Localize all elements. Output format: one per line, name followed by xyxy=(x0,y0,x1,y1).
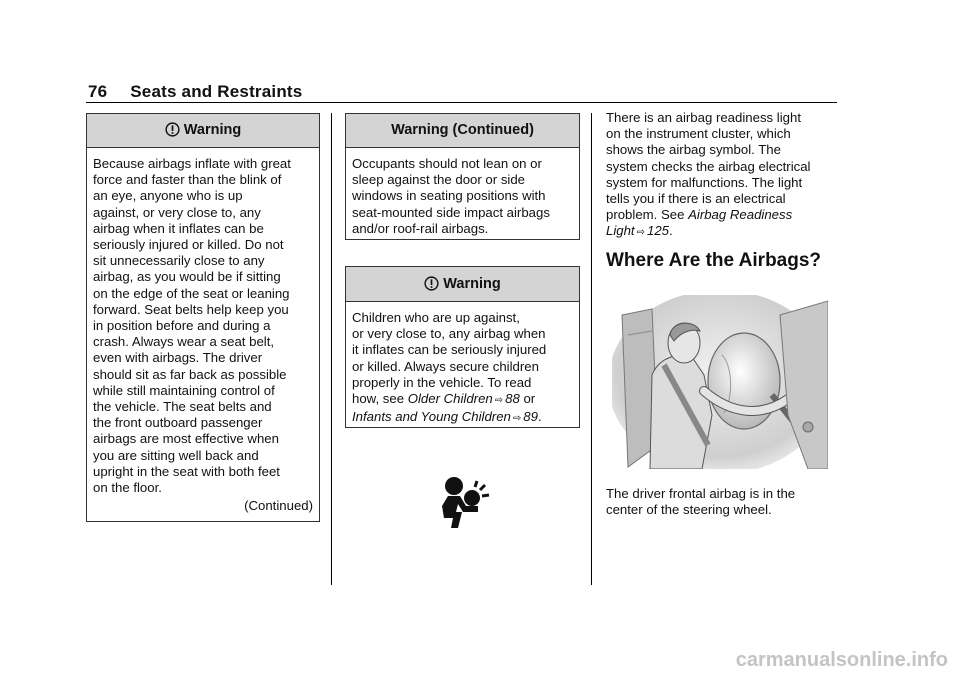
column-divider-2 xyxy=(591,113,592,585)
section-heading: Where Are the Airbags? xyxy=(606,250,822,271)
warning-box-2-header xyxy=(346,267,579,302)
page-header xyxy=(88,82,302,102)
page-ref-arrow: ⇨ xyxy=(494,395,504,407)
xref-infants-young-children[interactable]: Infants and Young Children xyxy=(352,409,511,425)
warning-title: Warning xyxy=(183,122,242,138)
warning-continued-header: Warning (Continued) xyxy=(346,114,579,148)
xref-older-children[interactable]: Older Children xyxy=(407,391,493,407)
driver-airbag-paragraph xyxy=(606,486,841,518)
warning2-line: Children who are up against, xyxy=(352,310,520,325)
warning2-line xyxy=(352,409,573,427)
xref-page-88[interactable]: 88 xyxy=(505,391,520,407)
xref-airbag-readiness[interactable]: Airbag Readiness xyxy=(688,207,793,223)
text: how, see xyxy=(352,391,408,407)
warning-continued-box xyxy=(345,113,580,240)
para1-text: There is an airbag readiness light on the instrument cluster, which shows the airbag symbol. The system checks the airbag electrical system for malfunctions. The light tells you if there is an electrical problem. See xyxy=(606,110,811,223)
warning2-line: or very close to, any airbag when xyxy=(352,326,546,342)
warning-box-1-body xyxy=(87,148,319,520)
xref-page-125[interactable]: 125 xyxy=(647,223,670,239)
warning2-line: or killed. Always secure children xyxy=(352,358,539,374)
readiness-light-paragraph xyxy=(606,110,841,242)
warning-box-2-body xyxy=(346,302,579,433)
warning2-title: Warning xyxy=(443,276,501,292)
driver-airbag-illustration xyxy=(612,295,828,469)
warning-box-1 xyxy=(86,113,320,522)
column-divider-1 xyxy=(331,113,332,585)
warning2-line xyxy=(352,391,573,409)
text: . xyxy=(537,409,542,425)
warning2-line: it inflates can be seriously injured xyxy=(352,342,547,358)
para2-text: The driver frontal airbag is in the center of the steering wheel. xyxy=(606,486,796,518)
header-rule xyxy=(86,102,837,103)
section-title: Seats and Restraints xyxy=(130,82,303,101)
warning-icon xyxy=(165,117,180,150)
continued-label: (Continued) xyxy=(244,498,313,514)
page-number: 76 xyxy=(88,82,108,101)
text: . xyxy=(669,223,673,239)
text: or xyxy=(519,391,536,407)
warning-icon xyxy=(424,270,439,304)
warning-box-2 xyxy=(345,266,580,428)
watermark: carmanualsonline.info xyxy=(735,649,948,671)
xref-page-89[interactable]: 89 xyxy=(523,409,538,425)
page-ref-arrow: ⇨ xyxy=(512,413,522,425)
page-ref-arrow: ⇨ xyxy=(636,227,645,239)
warning-continued-text: Occupants should not lean on or sleep against the door or side windows in seating positions with seat-mounted side impact airbags and/or roof-rail airbags. xyxy=(352,156,550,236)
airbag-readiness-symbol-icon xyxy=(436,476,492,528)
warning-continued-body xyxy=(346,148,579,243)
xref-airbag-readiness-light[interactable]: Light xyxy=(606,223,635,239)
warning-text: Because airbags inflate with great force and faster than the blink of an eye, anyone who is up against, or very close to, any airbag when it inflates can be seriously injured or killed. Do not sit unnecessarily close to any airbag, as you would be if sitting on the edge of the seat or leaning forward. Seat belts help keep you in position before and during a crash. Always wear a seat belt, even with airbags. The driver should sit as far back as possible while still maintaining control of the vehicle. The seat belts and the front outboard passenger airbags are most effective when you are sitting well back and upright in the seat with both feet on the floor. xyxy=(93,156,291,496)
warning-box-1-header xyxy=(87,114,319,148)
warning2-line: properly in the vehicle. To read xyxy=(352,374,532,390)
